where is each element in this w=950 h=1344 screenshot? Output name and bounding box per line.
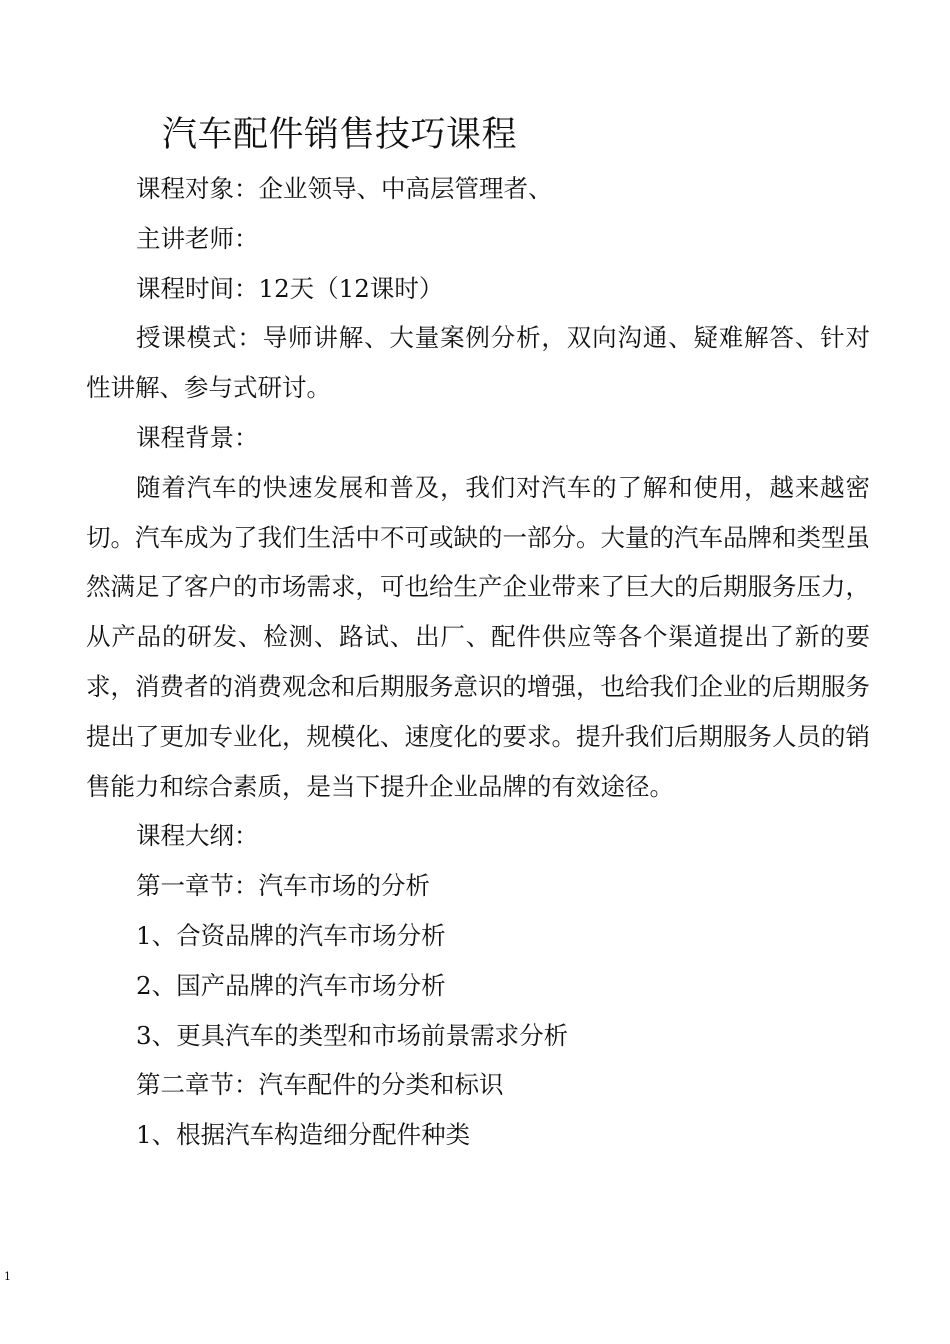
paragraph-chapter-one-item-1: 1、合资品牌的汽车市场分析 [136, 920, 446, 950]
paragraph-chapter-one: 第一章节：汽车市场的分析 [136, 871, 430, 901]
paragraph-teaching-mode: 授课模式：导师讲解、大量案例分析，双向沟通、疑难解答、针对性讲解、参与式研讨。 [86, 323, 870, 403]
paragraph-chapter-one-item-3: 3、更具汽车的类型和市场前景需求分析 [136, 1020, 569, 1050]
paragraph-chapter-one-item-2: 2、国产品牌的汽车市场分析 [136, 970, 446, 1000]
paragraph-course-audience: 课程对象：企业领导、中高层管理者、 [136, 174, 553, 203]
paragraph-course-time: 课程时间：12天（12课时） [136, 273, 444, 303]
document-title: 汽车配件销售技巧课程 [162, 115, 518, 155]
page-number: 1 [4, 1270, 11, 1283]
paragraph-chapter-two-item-1: 1、根据汽车构造细分配件种类 [136, 1120, 471, 1150]
paragraph-chapter-two: 第二章节：汽车配件的分类和标识 [136, 1070, 504, 1100]
paragraph-background-text: 随着汽车的快速发展和普及，我们对汽车的了解和使用，越来越密切。汽车成为了我们生活中不可或缺的一部分。大量的汽车品牌和类型虽然满足了客户的市场需求，可也给生产企业带来了巨大的后期服务压力，从产品的研发、检测、路试、出厂、配件供应等各个渠道提出了新的要求，消费者的消费观念和后期服务意识的增强，也给我们企业的后期服务提出了更加专业化，规模化、速度化的要求。提升我们后期服务人员的销售能力和综合素质，是当下提升企业品牌的有效途径。 [86, 472, 870, 801]
document-body [86, 164, 870, 1160]
paragraph-outline-heading: 课程大纲： [136, 821, 259, 851]
paragraph-background-heading: 课程背景： [136, 422, 259, 452]
paragraph-instructor: 主讲老师： [136, 223, 259, 253]
